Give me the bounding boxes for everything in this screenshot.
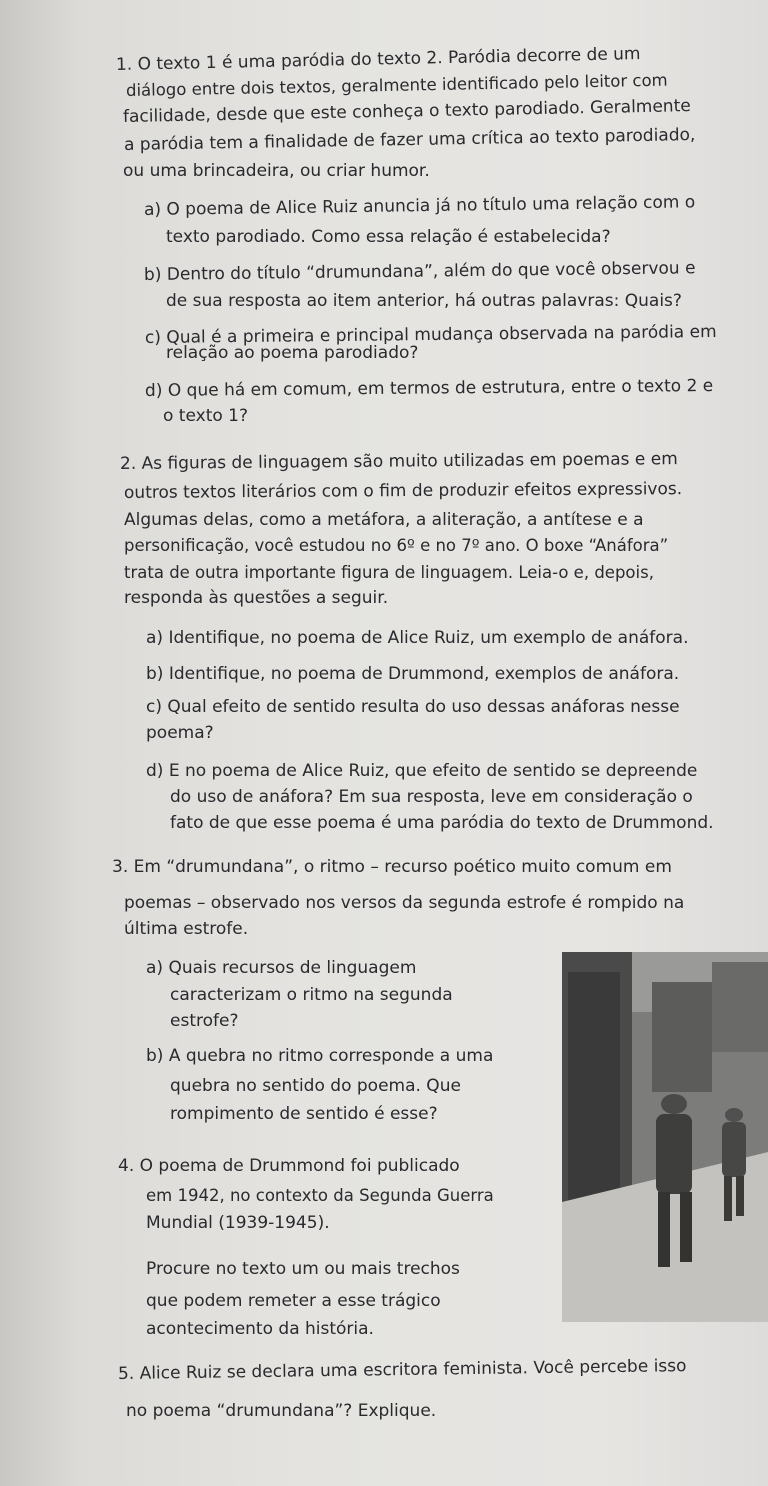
q2-intro-line-4: personificação, você estudou no 6º e no 7º ano. O boxe “Anáfora” [124,536,669,555]
q2-intro-line-1: 2. As figuras de linguagem são muito utilizadas em poemas e em [119,449,678,474]
q4-intro-line-2: em 1942, no contexto da Segunda Guerra [146,1186,494,1205]
q4-intro-line-1: 4. O poema de Drummond foi publicado [118,1156,460,1176]
q3-intro-line-3: última estrofe. [124,919,249,939]
q1-item-a-line-2: texto parodiado. Como essa relação é estabelecida? [166,227,611,247]
q2-item-b-line-1: b) Identifique, no poema de Drummond, exemplos de anáfora. [146,664,680,684]
q1-item-c-line-2: relação ao poema parodiado? [166,343,419,363]
q1-item-c-line-1: c) Qual é a primeira e principal mudança observada na paródia em [144,322,717,348]
q2-item-a-line-1: a) Identifique, no poema de Alice Ruiz, um exemplo de anáfora. [146,628,689,648]
q1-item-b-line-2: de sua resposta ao item anterior, há outras palavras: Quais? [166,291,682,311]
q2-item-d-line-2: do uso de anáfora? Em sua resposta, leve em consideração o [170,787,693,807]
q3-item-b-line-3: rompimento de sentido é esse? [170,1104,438,1124]
q2-intro-line-3: Algumas delas, como a metáfora, a aliteração, a antítese e a [124,510,644,530]
q2-item-d-line-1: d) E no poema de Alice Ruiz, que efeito de sentido se depreende [146,761,698,781]
q4-body-line-2: que podem remeter a esse trágico [146,1291,441,1311]
q2-item-d-line-3: fato de que esse poema é uma paródia do texto de Drummond. [170,813,714,833]
q1-intro-line-5: ou uma brincadeira, ou criar humor. [123,161,430,181]
q1-intro-line-2: diálogo entre dois textos, geralmente identificado pelo leitor com [125,70,668,100]
q2-item-c-line-1: c) Qual efeito de sentido resulta do uso dessas anáforas nesse [146,697,680,717]
q1-intro-line-3: facilidade, desde que este conheça o texto parodiado. Geralmente [122,96,691,127]
q2-intro-line-2: outros textos literários com o fim de produzir efeitos expressivos. [123,479,683,503]
q4-body-line-3: acontecimento da história. [146,1319,374,1339]
q4-intro-line-3: Mundial (1939-1945). [146,1213,330,1233]
q1-item-d-line-1: d) O que há em comum, em termos de estrutura, entre o texto 2 e [144,376,714,401]
wwii-soldiers-photo [562,952,768,1322]
q1-intro-line-4: a paródia tem a finalidade de fazer uma crítica ao texto parodiado, [123,125,696,155]
q3-item-a-line-2: caracterizam o ritmo na segunda [170,985,453,1005]
q1-item-a-line-1: a) O poema de Alice Ruiz anuncia já no título uma relação com o [143,192,696,220]
q3-item-b-line-1: b) A quebra no ritmo corresponde a uma [146,1046,494,1066]
q3-item-a-line-3: estrofe? [170,1011,239,1031]
q1-intro-line-1: 1. O texto 1 é uma paródia do texto 2. Paródia decorre de um [115,44,641,75]
q4-body-line-1: Procure no texto um ou mais trechos [146,1259,460,1279]
q1-item-d-line-2: o texto 1? [163,406,248,426]
q3-item-a-line-1: a) Quais recursos de linguagem [146,958,417,978]
q3-intro-line-1: 3. Em “drumundana”, o ritmo – recurso poético muito comum em [112,857,672,877]
q5-intro-line-1: 5. Alice Ruiz se declara uma escritora feminista. Você percebe isso [117,1356,687,1384]
q2-item-c-line-2: poema? [146,723,214,743]
q5-intro-line-2: no poema “drumundana”? Explique. [126,1401,437,1421]
q1-item-b-line-1: b) Dentro do título “drumundana”, além do que você observou e [143,258,696,285]
q3-intro-line-2: poemas – observado nos versos da segunda estrofe é rompido na [124,893,685,913]
q2-intro-line-5: trata de outra importante figura de linguagem. Leia-o e, depois, [124,563,654,582]
q2-intro-line-6: responda às questões a seguir. [124,588,389,608]
q3-item-b-line-2: quebra no sentido do poema. Que [170,1076,461,1096]
photo-illustration [562,952,768,1322]
